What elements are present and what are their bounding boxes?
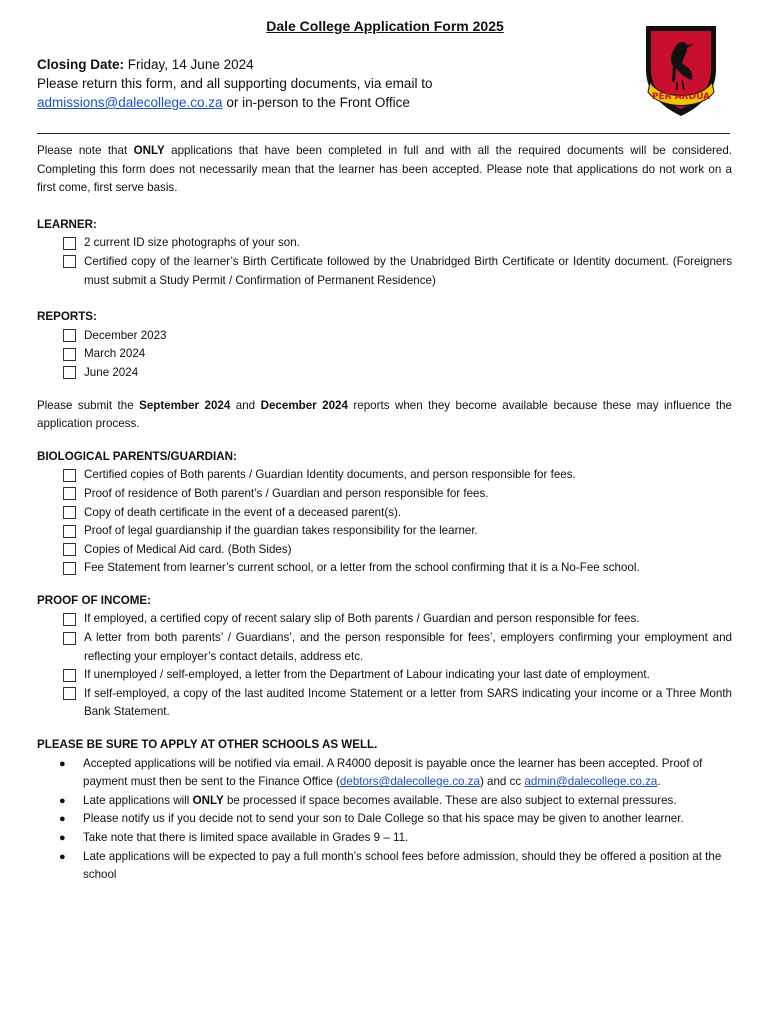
checklist-label: Certified copies of Both parents / Guardian Identity documents, and person responsible for fees. (84, 468, 576, 482)
form-title: Dale College Application Form 2025 (266, 18, 504, 34)
bullet-text: Accepted applications will be notified via email. A R4000 deposit is payable once the learner has been accepted. Proof of payment must then be sent to the Finance Office (debtors@dalecollege.co.za) and cc admin@dalecollege.co.za. (83, 756, 703, 789)
reports-note (37, 397, 732, 434)
checkbox[interactable] (63, 525, 76, 538)
note-emphasis: December 2024 (260, 398, 348, 412)
checkbox[interactable] (63, 255, 76, 268)
admissions-email-link[interactable]: admissions@dalecollege.co.za (37, 95, 223, 110)
list-item (59, 848, 732, 885)
other-schools-heading: PLEASE BE SURE TO APPLY AT OTHER SCHOOLS AS WELL. (37, 738, 378, 752)
intro-text-c: applications that have been completed in full and with all the required documents will be considered. Completing this form does not necessarily mean that the learner has been accepted. Please note that applications do not work on a first come, first serve basis. (37, 144, 733, 195)
checklist-label: June 2024 (84, 365, 139, 379)
bullet-icon: ● (59, 832, 66, 844)
checkbox[interactable] (63, 687, 76, 700)
checkbox[interactable] (63, 669, 76, 682)
parents-checklist-item[interactable] (63, 522, 732, 541)
email-line (37, 93, 410, 112)
list-item (59, 755, 732, 792)
parents-heading: BIOLOGICAL PARENTS/GUARDIAN: (37, 449, 237, 463)
checklist-label: Copy of death certificate in the event of a deceased parent(s). (84, 505, 402, 519)
email-suffix: or in-person to the Front Office (222, 95, 410, 110)
learner-checklist-item[interactable] (63, 234, 732, 253)
checkbox[interactable] (63, 632, 76, 645)
learner-heading: LEARNER: (37, 217, 97, 231)
closing-date-line (37, 55, 254, 74)
bullet-icon: ● (59, 794, 66, 807)
checkbox[interactable] (63, 562, 76, 575)
checkbox[interactable] (63, 506, 76, 519)
checklist-label: Proof of residence of Both parent’s / Guardian and person responsible for fees. (84, 486, 489, 500)
income-checklist-item[interactable] (63, 610, 732, 629)
bullet-icon: ● (59, 757, 66, 770)
checklist-label: If employed, a certified copy of recent salary slip of Both parents / Guardian and person responsible for fees. (84, 612, 640, 626)
list-item (59, 810, 732, 829)
income-heading: PROOF OF INCOME: (37, 593, 152, 607)
checkbox[interactable] (63, 329, 76, 342)
checkbox[interactable] (63, 366, 76, 379)
note-text: and (230, 398, 261, 412)
checkbox[interactable] (63, 469, 76, 482)
list-item (59, 792, 732, 811)
admin-email-link[interactable]: admin@dalecollege.co.za (524, 775, 658, 789)
checklist-label: March 2024 (84, 347, 146, 361)
list-item (59, 829, 732, 848)
income-checklist-item[interactable] (63, 685, 732, 722)
intro-emphasis: ONLY (133, 144, 165, 157)
checklist-label: Fee Statement from learner’s current school, or a letter from the school confirming that it is a No-Fee school. (84, 561, 640, 575)
parents-checklist-item[interactable] (63, 559, 732, 578)
checklist-label: If self-employed, a copy of the last audited Income Statement or a letter from SARS indicating your income or a Three Month Bank Statement. (84, 686, 732, 719)
reports-heading: REPORTS: (37, 310, 97, 324)
checklist-label: Copies of Medical Aid card. (Both Sides) (84, 542, 292, 556)
bullet-icon: ● (59, 850, 66, 863)
return-instruction: Please return this form, and all supporting documents, via email to (37, 76, 433, 91)
form-body (37, 142, 732, 885)
checkbox[interactable] (63, 487, 76, 500)
reports-checklist-item[interactable] (63, 364, 732, 383)
bullet-text: Late applications will be expected to pay a full month’s school fees before admission, should they be offered a position at the school (83, 849, 722, 882)
reports-checklist-item[interactable] (63, 345, 732, 364)
debtors-email-link[interactable]: debtors@dalecollege.co.za (339, 775, 480, 789)
checkbox[interactable] (63, 348, 76, 361)
parents-checklist-item[interactable] (63, 541, 732, 560)
intro-text-a: Please note that (37, 144, 134, 157)
note-text: Please submit the (37, 398, 140, 412)
checkbox[interactable] (63, 613, 76, 626)
income-checklist-item[interactable] (63, 666, 732, 685)
bullet-text: Late applications will ONLY be processed if space becomes available. These are also subject to external pressures. (83, 793, 677, 807)
note-text: reports when they become available because these may influence the application process. (37, 398, 732, 431)
checkbox[interactable] (63, 543, 76, 556)
intro-paragraph (37, 142, 732, 198)
checklist-label: December 2023 (84, 328, 167, 342)
checklist-label: A letter from both parents’ / Guardians’, and the person responsible for fees’, employers confirming your employment and reflecting your employer’s contact details, address etc. (84, 631, 732, 663)
closing-date-label: Closing Date: (37, 57, 125, 72)
header-divider (37, 133, 730, 134)
parents-checklist-item[interactable] (63, 485, 732, 504)
checklist-label: 2 current ID size photographs of your son. (84, 236, 300, 250)
note-emphasis: September 2024 (139, 398, 231, 412)
parents-checklist-item[interactable] (63, 466, 732, 485)
reports-checklist-item[interactable] (63, 327, 732, 346)
bullet-text: Take note that there is limited space available in Grades 9 – 11. (83, 831, 409, 844)
checkbox[interactable] (63, 237, 76, 250)
parents-checklist-item[interactable] (63, 504, 732, 523)
learner-checklist-item[interactable] (63, 253, 732, 290)
checklist-label: Certified copy of the learner’s Birth Certificate followed by the Unabridged Birth Certificate or Identity document. (Foreigners must submit a Study Permit / Confirmation of Permanent Residence) (84, 254, 732, 287)
income-checklist-item[interactable] (63, 629, 732, 666)
crest-motto: PER ARDUA (651, 92, 711, 102)
dale-college-crest-logo (642, 22, 720, 118)
bullet-icon: ● (59, 813, 66, 826)
closing-date-value: Friday, 14 June 2024 (127, 57, 254, 72)
checklist-label: Proof of legal guardianship if the guardian takes responsibility for the learner. (84, 524, 478, 538)
checklist-label: If unemployed / self-employed, a letter from the Department of Labour indicating your last date of employment. (84, 668, 650, 682)
bullet-text: Please notify us if you decide not to send your son to Dale College so that his space may be given to another learner. (83, 812, 684, 826)
